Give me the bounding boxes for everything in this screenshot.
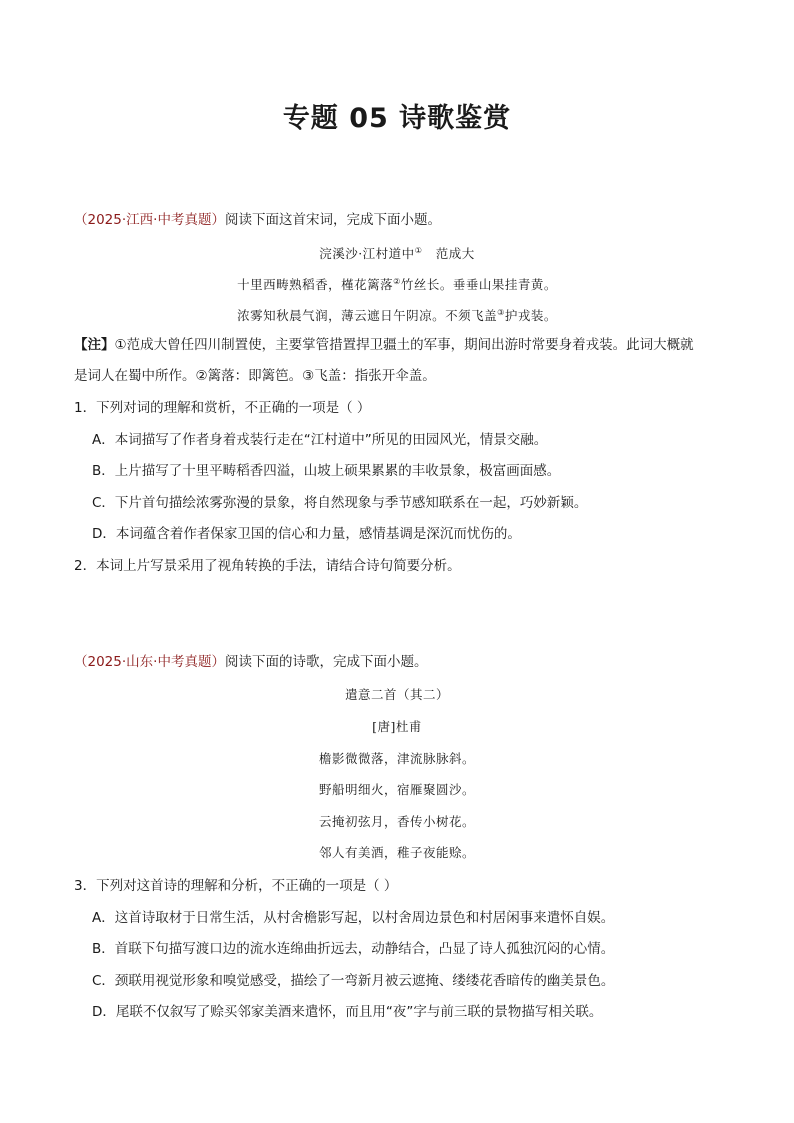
section2-intro: 阅读下面的诗歌，完成下面小题。 [224, 654, 428, 670]
poem1-line2-part2: 护戎装。 [504, 308, 557, 324]
q3-option-b: B．首联下句描写渡口边的流水连绵曲折远去，动静结合，凸显了诗人孤独沉闷的心情。 [92, 941, 615, 957]
note-line2: 是词人在蜀中所作。②篱落：即篱笆。③飞盖：指张开伞盖。 [74, 368, 436, 384]
note-label: 【注】 [74, 337, 115, 353]
poem1-title: 浣溪沙·江村道中 [319, 246, 415, 262]
question-3: 3．下列对这首诗的理解和分析，不正确的一项是（ ） [74, 878, 398, 894]
page-title: 专题 05 诗歌鉴赏 [282, 103, 512, 134]
poem1-line1-part2: 竹丝长。垂垂山果挂青黄。 [400, 277, 557, 293]
q3-option-c: C．颈联用视觉形象和嗅觉感受，描绘了一弯新月被云遮掩、缕缕花香暗传的幽美景色。 [92, 973, 615, 989]
poem2-line: 云掩初弦月，香传小树花。 [318, 814, 475, 829]
q1-option-a: A．本词描写了作者身着戎装行走在“江村道中”所见的田园风光，情景交融。 [92, 432, 548, 448]
q1-option-d: D．本词蕴含着作者保家卫国的信心和力量，感情基调是深沉而忧伤的。 [92, 526, 521, 542]
question-2: 2．本词上片写景采用了视角转换的手法，请结合诗句简要分析。 [74, 558, 461, 574]
q1-option-c: C．下片首句描绘浓雾弥漫的景象，将自然现象与季节感知联系在一起，巧妙新颖。 [92, 495, 588, 511]
section1-source: （2025·江西·中考真题） [74, 212, 225, 228]
note-line1 [74, 335, 694, 355]
poem1-line2-part1: 浓雾知秋晨气润，薄云遮日午阴凉。不须飞盖 [237, 308, 498, 324]
poem2-title: 遣意二首（其二） [344, 687, 449, 702]
poem1-title-note: ① [414, 246, 423, 255]
section2-source: （2025·山东·中考真题） [74, 654, 225, 670]
section2-header [74, 652, 427, 672]
section1-header [74, 210, 441, 230]
question-1: 1．下列对词的理解和赏析，不正确的一项是（ ） [74, 400, 371, 416]
poem2-author: [唐]杜甫 [372, 719, 422, 734]
poem2-line: 野船明细火，宿雁聚圆沙。 [318, 782, 475, 797]
poem1-line1-note: ② [393, 277, 401, 286]
poem2-line: 檐影微微落，津流脉脉斜。 [318, 751, 475, 766]
poem1-line2 [0, 303, 794, 326]
q3-option-d: D．尾联不仅叙写了赊买邻家美酒来遣怀，而且用“夜”字与前三联的景物描写相关联。 [92, 1004, 603, 1020]
note-text1: ①范成大曾任四川制置使，主要掌管措置捍卫疆土的军事，期间出游时常要身着戎装。此词大概就 [114, 337, 694, 353]
poem2-line: 邻人有美酒，稚子夜能赊。 [318, 845, 475, 860]
poem1-line1 [0, 272, 794, 295]
poem1-author: 范成大 [435, 246, 475, 262]
section1-intro: 阅读下面这首宋词，完成下面小题。 [224, 212, 441, 228]
q1-option-b: B．上片描写了十里平畴稻香四溢，山坡上硕果累累的丰收景象，极富画面感。 [92, 463, 561, 479]
poem1-line2-note: ③ [497, 308, 505, 317]
poem1-title-line [0, 241, 794, 264]
poem1-line1-part1: 十里西畴熟稻香，槿花篱落 [237, 277, 394, 293]
q3-option-a: A．这首诗取材于日常生活，从村舍檐影写起，以村舍周边景色和村居闲事来遣怀自娱。 [92, 910, 615, 926]
